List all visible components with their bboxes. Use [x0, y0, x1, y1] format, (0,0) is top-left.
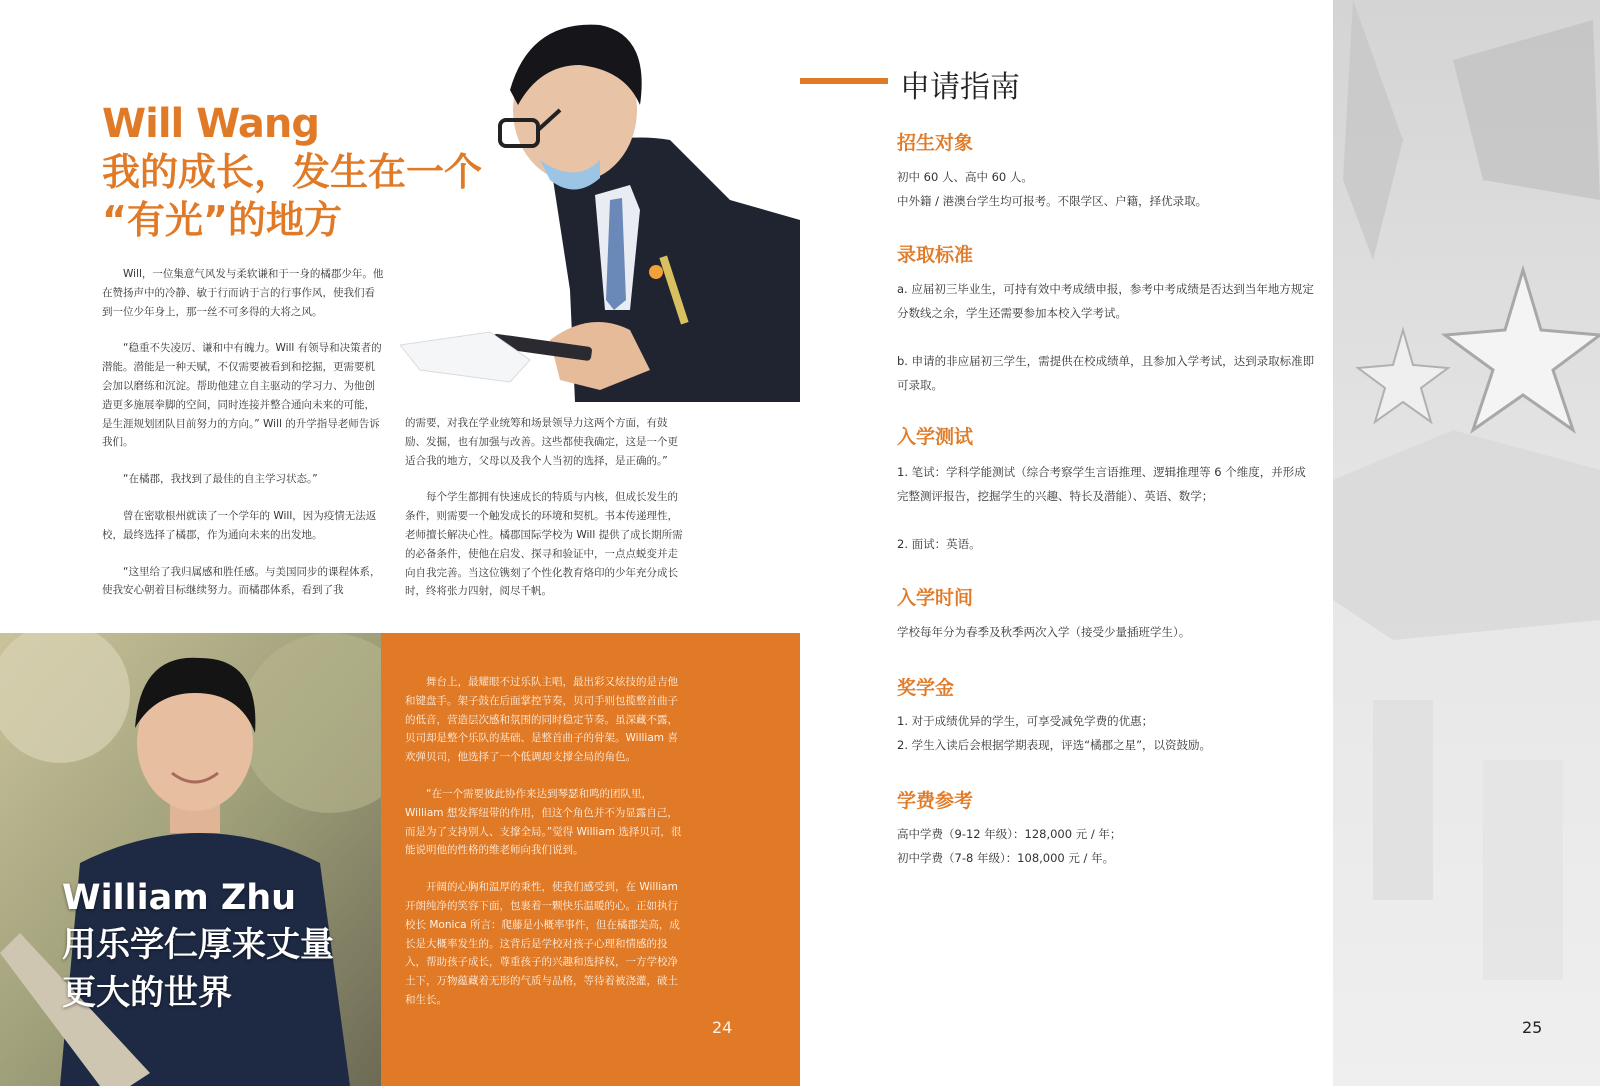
section-title: 奖学金	[897, 677, 955, 699]
paragraph: 开阔的心胸和温厚的秉性，使我们感受到，在 William 开朗纯净的笑容下面，包裹着一颗快乐温暖的心。正如执行校长 Monica 所言：爬藤是小概率事件，但在橘郡美高，成长是大概率发生的。这背后是学校对孩子心理和情感的投入，帮助孩子成长，尊重孩子的兴趣和选择权，一方学校净土下，万物蕴藏着无形的气质与品格，等待着被浇灌，破土和生长。	[405, 881, 680, 1006]
page-number: 24	[712, 1018, 733, 1037]
article-column-3	[405, 673, 687, 1028]
page-number: 25	[1522, 1018, 1543, 1037]
section-line: 1. 对于成绩优异的学生，可享受减免学费的优惠；	[897, 714, 1154, 728]
section-text	[897, 277, 1315, 397]
paragraph: 舞台上，最耀眼不过乐队主唱，最出彩又炫技的是吉他和键盘手。架子鼓在后面掌控节奏，贝司手则包揽整首曲子的低音，营造层次感和氛围的同时稳定节奏。虽深藏不露，贝司却是整个乐队的基础、是整首曲子的骨架。William 喜欢弹贝司，他选择了一个低调却支撑全局的角色。	[405, 676, 678, 764]
article-column-2	[405, 414, 687, 619]
right-page	[800, 0, 1600, 1086]
section-text	[897, 620, 1315, 644]
section-title: 招生对象	[897, 132, 974, 154]
article-column-1	[102, 265, 384, 618]
section-line: 高中学费（9-12 年级）：128,000 元 / 年；	[897, 827, 1122, 841]
section-line: 中外籍 / 港澳台学生均可报考。不限学区、户籍，择优录取。	[897, 194, 1208, 208]
section-line: 2. 学生入读后会根据学期表现，评选“橘郡之星”，以资鼓励。	[897, 738, 1212, 752]
photo2-title-block	[62, 875, 334, 1017]
section-title: 学费参考	[897, 790, 974, 812]
paragraph: “在一个需要彼此协作来达到琴瑟和鸣的团队里，William 想发挥纽带的作用，但这个角色并不为显露自己，而是为了支持别人、支撑全局。”觉得 William 选择贝司，很能说明他的性格的维老师向我们说到。	[405, 787, 682, 857]
paragraph: 每个学生都拥有快速成长的特质与内核，但成长发生的条件，则需要一个触发成长的环境和契机。书本传递理性，老师擅长解决心性。橘郡国际学校为 Will 提供了成长期所需的必备条件，使他在启发、探寻和验证中，一点点蜕变并走向自我完善。当这位镌刻了个性化教育烙印的少年充分成长时，终将张力四射，阅尽千帆。	[405, 491, 683, 598]
section-title: 入学时间	[897, 587, 974, 609]
accent-bar	[800, 78, 888, 84]
paragraph: “这里给了我归属感和胜任感。与美国同步的课程体系，使我安心朝着目标继续努力。而橘郡体系，看到了我	[102, 565, 381, 597]
article-title-cn-line1: 我的成长，发生在一个	[102, 150, 483, 194]
paragraph: 的需要，对我在学业统筹和场景领导力这两个方面，有鼓励、发掘，也有加强与改善。这些都使我确定，这是一个更适合我的地方，父母以及我个人当初的选择，是正确的。”	[405, 417, 678, 467]
section-line: 1. 笔试：学科学能测试（综合考察学生言语推理、逻辑推理等 6 个维度，并形成完整测评报告，挖掘学生的兴趣、特长及潜能）、英语、数学；	[897, 465, 1306, 503]
section-title: 入学测试	[897, 426, 974, 448]
section-text	[897, 709, 1315, 757]
paragraph: “在橘郡，我找到了最佳的自主学习状态。”	[123, 473, 318, 486]
photo2-title-cn-line1: 用乐学仁厚来丈量	[62, 925, 334, 965]
section-line: 学校每年分为春季及秋季两次入学（接受少量插班学生）。	[897, 625, 1191, 639]
section-text	[897, 165, 1315, 213]
article-title-en: Will Wang	[102, 101, 319, 147]
paragraph: Will，一位集意气风发与柔软谦和于一身的橘郡少年。他在赞扬声中的冷静、敏于行而讷于言的行事作风，使我们看到一位少年身上，那一丝不可多得的大将之风。	[102, 268, 384, 318]
photo2-title-en: William Zhu	[62, 878, 297, 918]
student-photo-william-zhu	[0, 633, 381, 1086]
section-line: 2. 面试：英语。	[897, 537, 981, 551]
article-title-block	[102, 100, 482, 244]
guide-title: 申请指南	[900, 70, 1020, 105]
section-text	[897, 460, 1315, 556]
section-title: 录取标准	[897, 244, 974, 266]
section-line: b. 申请的非应届初三学生，需提供在校成绩单，且参加入学考试，达到录取标准即可录取。	[897, 354, 1315, 392]
paragraph: “稳重不失凌厉、谦和中有魄力。Will 有领导和决策者的潜能。潜能是一种天赋，不仅需要被看到和挖掘，更需要机会加以磨练和沉淀。帮助他建立自主驱动的学习力、为他创造更多施展拳脚的空间，同时连接并整合通向未来的可能，是生涯规划团队目前努力的方向。” Will 的升学指导老师告诉我们。	[102, 342, 382, 449]
section-line: 初中学费（7-8 年级）：108,000 元 / 年。	[897, 851, 1115, 865]
article-title-cn-line2: “有光”的地方	[102, 198, 342, 242]
photo2-title-cn-line2: 更大的世界	[62, 973, 232, 1013]
section-line: 初中 60 人、高中 60 人。	[897, 170, 1033, 184]
section-text	[897, 822, 1315, 870]
decorative-photo-stars	[1333, 0, 1600, 1086]
paragraph: 曾在密歇根州就读了一个学年的 Will，因为疫情无法返校，最终选择了橘郡，作为通向未来的出发地。	[102, 509, 377, 541]
section-line: a. 应届初三毕业生，可持有效中考成绩申报，参考中考成绩是否达到当年地方规定分数线之余，学生还需要参加本校入学考试。	[897, 282, 1314, 320]
